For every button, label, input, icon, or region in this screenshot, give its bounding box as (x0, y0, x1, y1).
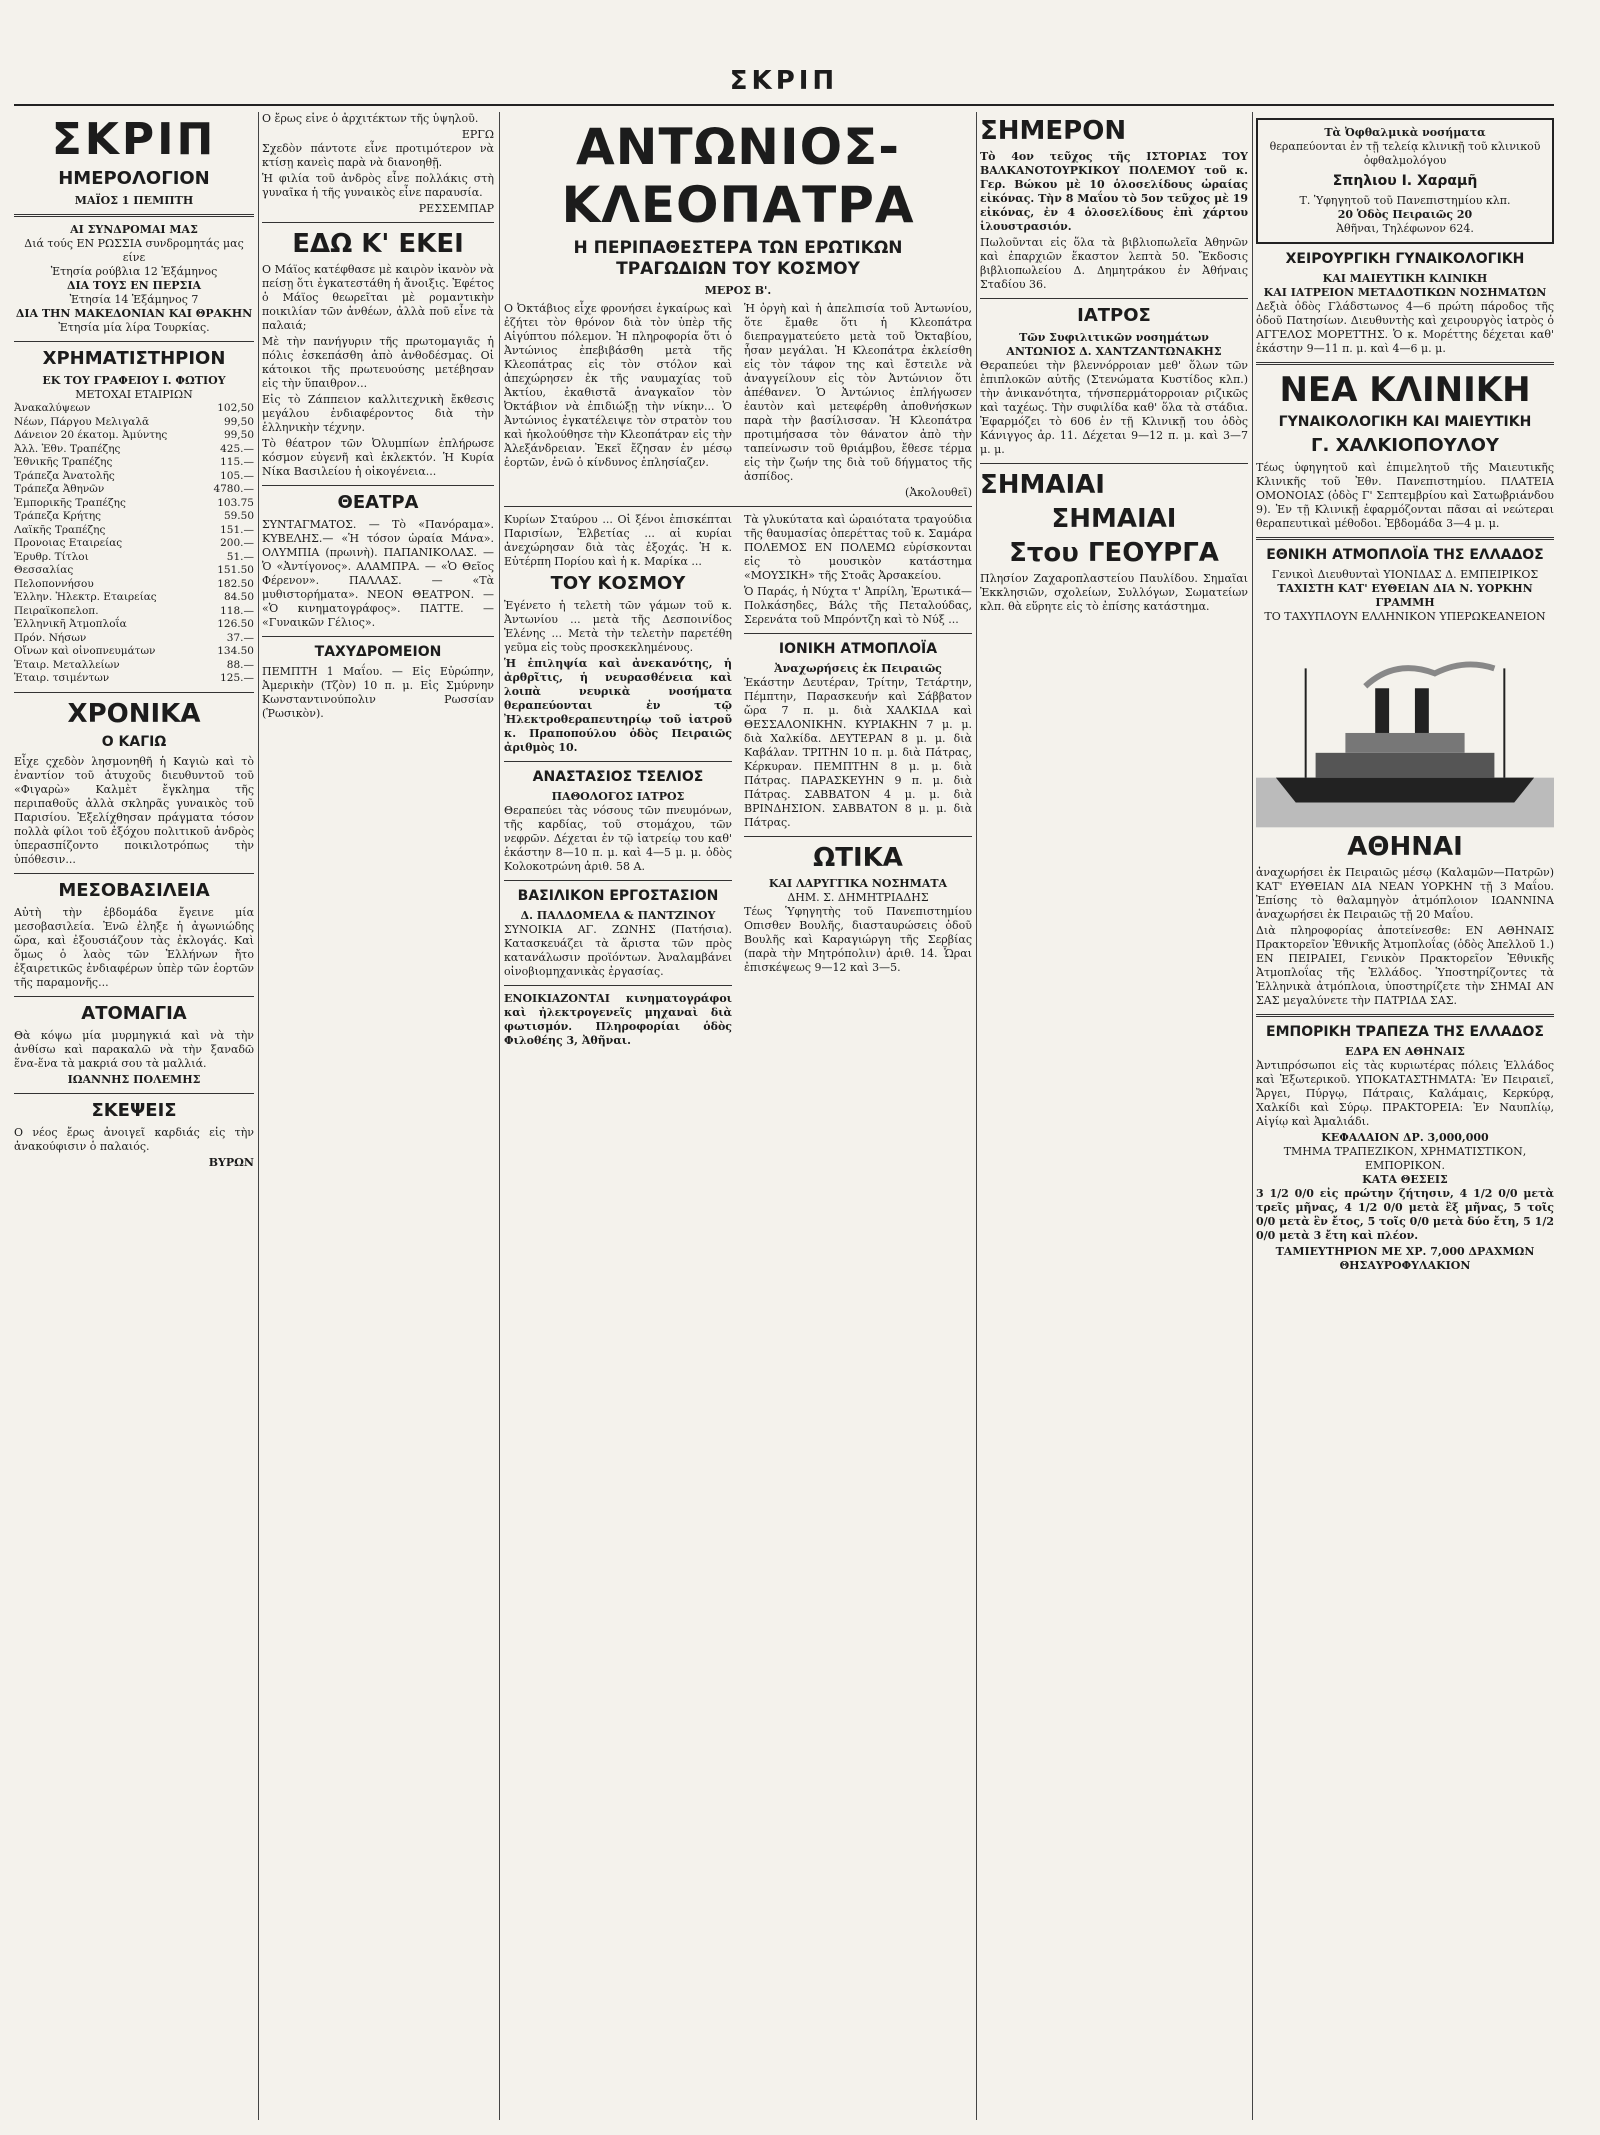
exchange-row (14, 402, 254, 416)
bank-savings: ΤΑΜΙΕΥΤΗΡΙΟΝ ΜΕ ΧΡ. 7,000 ΔΡΑΧΜΩΝ (1275, 1245, 1535, 1258)
column-divider (499, 112, 500, 2120)
music-ad: Ὁ Παράς, ἡ Νύχτα τ' Ἀπρίλη, Ἐρωτικά—Πολκάσηδες, Βάλς τῆς Πεταλούδας, Σερενάτα τοῦ Μπρόντζη καὶ τὸ Νύξ ... (744, 585, 972, 626)
exchange-row (14, 672, 254, 686)
exchange-row (14, 483, 254, 497)
post-office-heading: ΤΑΧΥΔΡΟΜΕΙΟΝ (314, 644, 442, 660)
quote-author: ΕΡΓΩ (461, 128, 494, 141)
divider (14, 873, 254, 874)
subscriptions-line: ΔΙΑ ΤΟΥΣ ΕΝ ΠΕΡΣΙΑ (66, 279, 202, 292)
chronicles-heading: ΧΡΟΝΙΚΑ (67, 698, 201, 729)
chronicles-text: Εἶχε ςχεδὸν λησμονηθῆ ἡ Καγιὼ καὶ τὸ ἐναντίον τοῦ ἀτυχοῦς διευθυντοῦ τοῦ «Φιγαρὼ» Καλμὲτ ἔγκλημα τῆς περιπαθοῦς ἀλλὰ σκληρᾶς γυναικὸς τοῦ Παρισίου. Ἐξελίχθησαν πράγματα τόσον πολλὰ φίλοι τοῦ ἐξόχου πολιτικοῦ ἀνδρὸς ὑπερασπίζοντο ποικιλοτρόπως τὴν ὑπόθεσιν... (14, 754, 254, 866)
exchange-row (14, 456, 254, 470)
exchange-row (14, 510, 254, 524)
exchange-row (14, 578, 254, 592)
quote-text: Ἡ φιλία τοῦ ἀνδρὸς εἶνε πολλάκις στὴ γυναῖκα ἡ τῆς γυναικὸς εἶνε παραυσία. (262, 172, 494, 199)
exchange-price: 425.— (220, 442, 254, 455)
exchange-row (14, 632, 254, 646)
quote-text: Σχεδὸν πάντοτε εἶνε προτιμότερον νὰ κτίσῃ κανεὶς παρὰ νὰ διανοηθῇ. (262, 142, 494, 169)
exchange-row (14, 416, 254, 430)
exchange-company: Ἀλλ. Ἐθν. Τραπέζης (14, 442, 121, 455)
social-text: Κυρίων Σταύρου ... Οἱ ξένοι ἐπισκέπται Παρισίων, Ἑλβετίας ... αἱ κυρίαι ἀνεχώρησαν διὰ τὰς ἐξοχάς. Ἡ κ. Εὐτέρπη Πορίου καὶ ἡ κ. Μαρίκα ... (504, 513, 732, 568)
steamship-illustration (1256, 628, 1554, 828)
theatres-heading: ΘΕΑΤΡΑ (337, 492, 419, 513)
exchange-company: Πελοποννήσου (14, 577, 94, 590)
exchange-company: Θεσσαλίας (14, 564, 74, 576)
exchange-subheading: ΕΚ ΤΟΥ ΓΡΑΦΕΙΟΥ Ι. ΦΩΤΙΟΥ (42, 374, 226, 387)
exchange-price: 126.50 (217, 618, 254, 630)
exchange-table (14, 402, 254, 686)
exchange-row (14, 443, 254, 457)
exchange-company: Προνοιας Εταιρείας (14, 537, 123, 549)
article-text: Τὸ θέατρον τῶν Ὀλυμπίων ἐπλήρωσε κόσμον εὐγενῆ καὶ ἐκλεκτόν. Ἡ Κυρία Νίκα Βασιλείου ἡ οἰκογένεια... (262, 437, 494, 478)
article-text: Μὲ τὴν πανήγυριν τῆς πρωτομαγιᾶς ἡ πόλις ἐσκεπάσθη ἀπὸ ἀνθοδέσμας. Οἱ κάτοικοι τῆς πρωτευούσης μετέβησαν εἰς τὴν ὕπαιθρον... (262, 335, 494, 390)
exchange-company: Ἐθνικῆς Τραπέζης (14, 456, 113, 468)
interregnum-heading: ΜΕΣΟΒΑΣΙΛΕΙΑ (58, 879, 210, 901)
ionian-heading: ΙΟΝΙΚΗ ΑΤΜΟΠΛΟΪΑ (778, 641, 938, 657)
divider (14, 341, 254, 342)
exchange-company: Λαϊκῆς Τραπέζης (14, 523, 106, 536)
exchange-company: Οἴνων καὶ οἰνοπνευμάτων (14, 645, 156, 657)
surgery-subheading: ΚΑΙ ΜΑΙΕΥΤΙΚΗ ΚΛΙΝΙΚΗ (1322, 272, 1488, 285)
exchange-price: 151.50 (217, 564, 254, 576)
new-clinic-name: Γ. ΧΑΛΚΙΟΠΟΥΛΟΥ (1311, 435, 1499, 456)
masthead: ΣΚΡΙΠ (729, 66, 839, 96)
ophthalmology-phone: Ἀθῆναι, Τηλέφωνον 624. (1336, 222, 1474, 235)
divider (980, 463, 1248, 464)
exchange-company: Νέων, Πάργου Μελιγαλᾶ (14, 415, 150, 428)
exchange-row (14, 524, 254, 538)
exchange-price: 200.— (220, 537, 254, 549)
divider (504, 880, 732, 881)
doctor-name: ΑΝΑΣΤΑΣΙΟΣ ΤΣΕΛΙΟΣ (532, 769, 704, 785)
exchange-row (14, 605, 254, 619)
surgery-subheading: ΚΑΙ ΙΑΤΡΕΙΟΝ ΜΕΤΑΔΟΤΙΚΩΝ ΝΟΣΗΜΑΤΩΝ (1263, 286, 1547, 299)
divider (262, 636, 494, 637)
article-text: Ο Μάϊος κατέφθασε μὲ καιρὸν ἱκανὸν νὰ πείσῃ ὅτι ἐγκατεστάθη ἡ ἄνοιξις. Ἐφέτος ὁ Μάϊος θεωρεῖται μὲ ρομαντικὴν ποικιλίαν τῶν ἀνθέων, ἀλλὰ ποῦ εἶνε τὰ παλαιά; (262, 263, 494, 332)
date-line: ΜΑΪΟΣ 1 ΠΕΜΠΤΗ (74, 194, 194, 207)
surgery-text: Δεξιὰ ὁδὸς Γλάδστωνος 4—6 πρώτη πάροδος τῆς ὁδοῦ Πατησίων. Διευθυντὴς καὶ χειρουργὸς ἰατρὸς ὁ ΑΓΓΕΛΟΣ ΜΟΡΕΤΤΗΣ. Ὁ κ. Μορέττης δέχεται καθ' ἑκάστην 9—11 π. μ. καὶ 4—6 μ. μ. (1256, 300, 1554, 355)
today-heading: ΣΗΜΕΡΟΝ (980, 116, 1127, 146)
surgery-heading: ΧΕΙΡΟΥΡΓΙΚΗ ΓΥΝΑΙΚΟΛΟΓΙΚΗ (1285, 251, 1525, 267)
flags-heading: ΣΗΜΑΙΑΙ (980, 470, 1105, 500)
feature-body (504, 302, 972, 500)
newspaper-page (14, 60, 1554, 2120)
today-text: Τὸ 4ον τεῦχος τῆς ΙΣΤΟΡΙΑΣ ΤΟΥ ΒΑΛΚΑΝΟΤΟΥΡΚΙΚΟΥ ΠΟΛΕΜΟΥ τοῦ κ. Γερ. Βώκου μὲ 10 ὁλοσελίδους ὡραίας εἰκόνας. Τὴν 8 Μαΐου τὸ 5ον τεῦχος μὲ 19 εἰκόνας, ἐν 4 ὁλοσελίδους ἐπὶ χάρτου ἱλουστρασιόν. (980, 150, 1248, 233)
exchange-row (14, 429, 254, 443)
exchange-price: 59.50 (223, 510, 254, 522)
exchange-row (14, 591, 254, 605)
divider (1256, 362, 1554, 365)
bank-vault: ΘΗΣΑΥΡΟΦΥΛΑΚΙΟΝ (1339, 1259, 1471, 1272)
exchange-row (14, 551, 254, 565)
shipping-subheading: Γενικοὶ Διευθυνταὶ ΥΙΟΝΙΔΑΣ Δ. ΕΜΠΕΙΡΙΚΟΣ (1271, 568, 1539, 581)
exchange-price: 115.— (220, 456, 254, 468)
subscriptions-line: Ἐτησία 14 Ἑξάμηνος 7 (69, 293, 199, 306)
world-text: Ἐγένετο ἡ τελετὴ τῶν γάμων τοῦ κ. Ἀντωνίου ... μετὰ τῆς Δεσποινίδος Ἑλένης ... Μετὰ τὴν τελετὴν παρετέθη γεῦμα εἰς τοὺς προσκεκλημένους. (504, 599, 732, 654)
exchange-company: Ἐμπορικῆς Τραπέζης (14, 496, 126, 509)
doctor-text: Θεραπεύει τὴν βλεννόρροιαν μεθ' ὅλων τῶν ἐπιπλοκῶν αὐτῆς (Στενώματα Κυστίδος κλπ.) τὴν ἀνικανότητα, τήνσπερμάτορροιαν ριζικῶς καὶ ταχέως. Τὴν συφιλίδα καθ' ὅλα τὰ στάδια. Ἐφαρμόζει τὸ 606 ἐν τῇ Κλινικῇ του ὁδὸς Κάνιγγος ἀρ. 11. Δέχεται 9—12 π. μ. καὶ 3—7 μ. μ. (980, 359, 1248, 456)
exchange-price: 51.— (226, 550, 254, 563)
interregnum-text: Αὐτὴ τὴν ἑβδομάδα ἔγεινε μία μεσοβασιλεία. Ἐνῶ ἐληξε ἡ ἀγωνιώδης ὥρα, καὶ ἐξουσιάζουν τὰς ἐκλογάς. Καὶ ὅμως ὁ λαὸς τῶν Ἑλλήνων ἤτο ἐξαιρετικῶς ἐνδιαφέρων ὑπὲρ τῶν ἑορτῶν τῆς παραμονῆς... (14, 905, 254, 989)
column-divider (976, 112, 977, 2120)
ophthalmology-line: Τ. Ὑφηγητοῦ τοῦ Πανεπιστημίου κλπ. (1299, 194, 1511, 207)
exchange-row (14, 645, 254, 659)
shipping-text: Διὰ πληροφορίας ἀποτείνεσθε: ΕΝ ΑΘΗΝΑΙΣ Πρακτορεῖον Ἐθνικῆς Ἀτμοπλοΐας (ὁδὸς Ἀπελλοῦ 1.) ΕΝ ΠΕΙΡΑΙΕΙ, Γενικὸν Πρακτορεῖον Ἐθνικῆς Ἀτμοπλοΐας τῆς Ἑλλάδος. Ὑποστηρίζοντες τὰ Ἑλληνικὰ ἀτμόπλοια, ὑποστηρίζετε τὴν ΣΗΜΑΙ ΑΝ ΣΑΣ μεγαλύνετε τὴν ΠΑΤΡΙΔΑ ΣΑΣ. (1256, 924, 1554, 1007)
feature-continued: (Ἀκολουθεῖ) (905, 486, 972, 499)
feature-title: ΑΝΤΩΝΙΟΣ-ΚΛΕΟΠΑΤΡΑ (561, 118, 915, 234)
factory-heading: ΒΑΣΙΛΙΚΟΝ ΕΡΓΟΣΤΑΣΙΟΝ (517, 888, 719, 904)
divider (14, 996, 254, 997)
flags-text: Πλησίον Ζαχαροπλαστείου Παυλίδου. Σημαῖαι Ἐκκλησιῶν, σχολείων, Συλλόγων, Σωματείων κλπ. θὰ εὕρητε εἰς τὸ ἐπίσης κατάστημα. (980, 572, 1248, 613)
thoughts-heading: ΣΚΕΨΕΙΣ (91, 1099, 177, 1121)
exchange-company: Πειραϊκοπελοπ. (14, 604, 99, 617)
exchange-company: Ἑλληνικῆ Ἀτμοπλοΐα (14, 618, 127, 630)
exchange-price: 103.75 (217, 496, 254, 509)
paper-title: ΣΚΡΙΠ (51, 114, 217, 165)
exchange-price: 84.50 (223, 591, 254, 603)
article-text: Εἰς τὸ Ζάππειον καλλιτεχνικὴ ἔκθεσις μεγάλου ἐνδιαφέροντος διὰ τὴν ἑλληνικὴν τέχνην. (262, 393, 494, 434)
divider (1256, 1014, 1554, 1017)
subscriptions-line: ΔΙΑ ΤΗΝ ΜΑΚΕΔΟΝΙΑΝ ΚΑΙ ΘΡΑΚΗΝ (15, 307, 253, 320)
exchange-company: Ἐρυθρ. Τίτλοι (14, 550, 89, 563)
column-2 (262, 112, 494, 2120)
feature-subtitle: Η ΠΕΡΙΠΑΘΕΣΤΕΡΑ ΤΩΝ ΕΡΩΤΙΚΩΝ (573, 238, 903, 258)
shipping-subheading: ΤΟ ΤΑΧΥΠΛΟΥΝ ΕΛΛΗΝΙΚΟΝ ΥΠΕΡΩΚΕΑΝΕΙΟΝ (1264, 610, 1546, 623)
music-ad: Τὰ γλυκύτατα καὶ ὡραιότατα τραγούδια τῆς θαυμασίας ὀπερέττας τοῦ κ. Σαμάρα ΠΟΛΕΜΟΣ ΕΝ ΠΟΛΕΜΩ εὑρίσκονται εἰς τὸ μουσικὸν κατάστημα «ΜΟΥΣΙΚΗ» τῆς Στοᾶς Ἀρσακείου. (744, 513, 972, 582)
exchange-price: 37.— (226, 631, 254, 644)
exchange-company: Ἀνακαλύψεων (14, 402, 91, 414)
column-3 (504, 112, 972, 2120)
exchange-price: 99,50 (223, 415, 254, 428)
top-rule (14, 104, 1554, 106)
exchange-row (14, 497, 254, 511)
exchange-price: 105.— (220, 469, 254, 482)
bank-heading: ΕΜΠΟΡΙΚΗ ΤΡΑΠΕΖΑ ΤΗΣ ΕΛΛΑΔΟΣ (1266, 1024, 1544, 1040)
exchange-price: 99,50 (223, 429, 254, 441)
column-5 (1256, 112, 1554, 2120)
quote-author: ΡΕΣΣΕΜΠΑΡ (418, 202, 494, 215)
shipping-heading: ΕΘΝΙΚΗ ΑΤΜΟΠΛΟΪΑ ΤΗΣ ΕΛΛΑΔΟΣ (1266, 547, 1544, 563)
bank-capital: ΚΕΦΑΛΑΙΟΝ ΔΡ. 3,000,000 (1321, 1131, 1489, 1144)
post-office-text: ΠΕΜΠΤΗ 1 Μαΐου. — Εἰς Εὐρώπην, Ἀμερικὴν (Τζὸν) 10 π. μ. Εἰς Σμύρνην Κωνσταντινούπολιν Ρωσσίαν (Ῥωσικὸν). (262, 665, 494, 720)
exchange-row (14, 618, 254, 632)
exchange-company: Ἑλλην. Ἠλεκτρ. Εταιρείας (14, 591, 157, 603)
bank-text: Ἀντιπρόσωποι εἰς τὰς κυριωτέρας πόλεις Ἑλλάδος καὶ Ἐξωτερικοῦ. ΥΠΟΚΑΤΑΣΤΗΜΑΤΑ: Ἐν Πειραιεῖ, Ἄργει, Πύργῳ, Πάτραις, Καλάμαις, Κερκύρᾳ, Χαλκίδι καὶ Σύρῳ. ΠΡΑΚΤΟΡΕΙΑ: Ἐν Ναυπλίῳ, Αἰγίῳ καὶ Ἀμαλιάδι. (1256, 1059, 1554, 1128)
divider (262, 485, 494, 486)
divider (504, 506, 972, 507)
ophthalmology-address: 20 Ὁδὸς Πειραιῶς 20 (1337, 208, 1473, 221)
feature-subtitle: ΤΡΑΓΩΔΙΩΝ ΤΟΥ ΚΟΣΜΟΥ (616, 259, 860, 279)
exchange-company: Τράπεζα Ἀνατολῆς (14, 469, 115, 482)
bank-subheading: ΕΔΡΑ ΕΝ ΑΘΗΝΑΙΣ (1345, 1045, 1465, 1058)
exchange-company: Τράπεζα Κρήτης (14, 510, 102, 522)
ophthalmology-ad (1256, 118, 1554, 244)
bank-deposits: 3 1/2 0/0 εἰς πρώτην ζήτησιν, 4 1/2 0/0 μετὰ τρεῖς μῆνας, 4 1/2 0/0 μετὰ ἓξ μῆνας, 5 τοῖς 0/0 μετὰ ἓν ἔτος, 5 τοῖς 0/0 μετὰ δύο ἔτη, 5 1/2 0/0 μετὰ 3 ἔτη καὶ πλέον. (1256, 1187, 1554, 1242)
divider (14, 214, 254, 217)
divider (744, 836, 972, 837)
divider (14, 692, 254, 693)
exchange-price: 88.— (226, 658, 254, 671)
divider (14, 1093, 254, 1094)
ship-name: ΑΘΗΝΑΙ (1347, 832, 1463, 862)
ionian-subheading: Ἀναχωρήσεις ἐκ Πειραιῶς (774, 662, 942, 675)
factory-owners: Δ. ΠΑΛΔΟΜΕΛΑ & ΠΑΝΤΖΙΝΟΥ (520, 909, 716, 922)
exchange-company: Τράπεζα Ἀθηνῶν (14, 483, 105, 495)
subscriptions-line: Ἐτησία ρούβλια 12 Ἑξάμηνος (50, 265, 218, 278)
today-text: Πωλοῦνται εἰς ὅλα τὰ βιβλιοπωλεῖα Ἀθηνῶν καὶ ἐπαρχιῶν ἕκαστον λεπτὰ 50. Ἔκδοσις βιβλιοπωλείου Δ. Δημητράκου ἐν Ἀθήναις Σταδίου 36. (980, 236, 1248, 291)
exchange-row (14, 537, 254, 551)
shipping-subheading: ΤΑΧΙΣΤΗ ΚΑΤ' ΕΥΘΕΙΑΝ ΔΙΑ Ν. ΥΟΡΚΗΝ ΓΡΑΜΜΗ (1277, 582, 1533, 609)
ophthalmology-line: Τὰ Ὀφθαλμικὰ νοσήματα (1324, 126, 1486, 139)
feature-text: Ο Ὀκτάβιος εἶχε φρονήσει ἐγκαίρως καὶ ἐζήτει τὸν θρόνον διὰ τὸν ὑπὲρ τῆς Αἰγύπτου πόλεμον. Ἡ πληροφορία ὅτι ὁ Ἀντώνιος ἐπεβιβάσθη μετὰ τῆς Κλεοπάτρας εἰς τὸν στόλον καὶ ἀπεχώρησεν ἐκ τῆς ναυμαχίας τοῦ Ἀκτίου, ἐκαθιστᾶ ἀναγκαῖον τὸν Ὀκτάβιον νὰ ἐπιδιώξῃ τὴν νίκην... Ὁ Ἀντώνιος ἐγκατέλειψε τὸν στρατὸν του καὶ ἠκολούθησε τὴν Κλεοπάτραν εἰς τὴν Ἀλεξάνδρειαν. Ἐκεῖ ἔζησαν ἐν μέσῳ ἑορτῶν, ἐνῶ ὁ κίνδυνος ἐπλησίαζεν. (504, 302, 732, 469)
poem-text: Θὰ κόψω μία μυρμηγκιά καὶ νὰ τὴν ἀνθίσω καὶ παρακαλῶ νὰ τὴν ξαναδῶ ἕνα-ἕνα τὰ μακριά σου τὰ μαλλιά. (14, 1028, 254, 1070)
divider (744, 633, 972, 634)
exchange-price: 102,50 (217, 402, 254, 414)
exchange-company: Ἑταιρ. τσιμέντων (14, 672, 110, 684)
subscriptions-heading: ΑΙ ΣΥΝΔΡΟΜΑΙ ΜΑΣ (70, 223, 198, 236)
here-and-there-heading: ΕΔΩ Κ' ΕΚΕΙ (292, 229, 464, 259)
exchange-price: 182.50 (217, 577, 254, 590)
thoughts-author: ΒΥΡΩΝ (208, 1155, 254, 1169)
new-clinic-heading: ΝΕΑ ΚΛΙΝΙΚΗ (1279, 370, 1531, 410)
poem-author: ΙΩΑΝΝΗΣ ΠΟΛΕΜΗΣ (67, 1072, 201, 1086)
new-clinic-subheading: ΓΥΝΑΙΚΟΛΟΓΙΚΗ ΚΑΙ ΜΑΙΕΥΤΙΚΗ (1278, 414, 1532, 430)
column-divider (258, 112, 259, 2120)
ionian-text: Ἑκάστην Δευτέραν, Τρίτην, Τετάρτην, Πέμπτην, Παρασκευήν καὶ Σάββατον ὥρα 7 π. μ. διὰ ΧΑΛΚΙΔΑ καὶ ΘΕΣΣΑΛΟΝΙΚΗΝ. ΚΥΡΙΑΚΗΝ 7 μ. μ. διὰ Χαλκίδα. ΔΕΥΤΕΡΑΝ 8 μ. μ. διὰ Καβάλαν. ΤΡΙΤΗΝ 10 π. μ. διὰ Πάτρας, Κέρκυραν. ΠΕΜΠΤΗΝ 8 μ. μ. διὰ Πάτρας. ΠΑΡΑΣΚΕΥΗΝ 9 π. μ. διὰ Πάτρας. ΣΑΒΒΑΤΟΝ 4 μ. μ. διὰ ΒΡΙΝΔΗΣΙΟΝ. ΣΑΒΒΑΤΟΝ 8 μ. μ. διὰ Πάτρας. (744, 676, 972, 829)
exchange-row (14, 564, 254, 578)
paper-subtitle: ΗΜΕΡΟΛΟΓΙΟΝ (58, 168, 210, 189)
ent-subheading: ΚΑΙ ΛΑΡΥΓΓΙΚΑ ΝΟΣΗΜΑΤΑ (768, 877, 948, 890)
lower-section (504, 513, 972, 1050)
divider (1256, 537, 1554, 540)
doctor-text: Θεραπεύει τὰς νόσους τῶν πνευμόνων, τῆς καρδίας, τοῦ στομάχου, τῶν νεφρῶν. Δέχεται ἐν τῷ ἰατρείῳ του καθ' ἑκάστην 8—10 π. μ. καὶ 4—5 μ. μ. ὁδὸς Κολοκοτρώνη ἀριθ. 58 Α. (504, 804, 732, 873)
divider (980, 298, 1248, 299)
exchange-price: 134.50 (217, 645, 254, 657)
exchange-price: 125.— (220, 672, 254, 684)
column-divider (1252, 112, 1253, 2120)
exchange-price: 151.— (220, 523, 254, 536)
exchange-company: Ἑταιρ. Μεταλλείων (14, 658, 120, 671)
rent-ad: ΕΝΟΙΚΙΑΖΟΝΤΑΙ κινηματογράφοι καὶ ἠλεκτρογενεῖς μηχαναὶ διὰ φωτισμόν. Πληροφορίαι ὁδὸς Φιλοθέης 3, Ἀθῆναι. (504, 992, 732, 1047)
divider (262, 222, 494, 223)
ent-heading: ΩΤΙΚΑ (813, 843, 903, 873)
shipping-text: ἀναχωρήσει ἐκ Πειραιῶς μέσῳ (Καλαμῶν—Πατρῶν) ΚΑΤ' ΕΥΘΕΙΑΝ ΔΙΑ ΝΕΑΝ ΥΟΡΚΗΝ τῇ 3 Μαΐου. Ἐπίσης τὸ θαλαμηγὸν ἀτμόπλοιον ΙΩΑΝΝΙΝΑ ἀναχωρήσει ἐκ Πειραιῶς τῇ 20 Μαΐου. (1256, 866, 1554, 921)
factory-text: ΣΥΝΟΙΚΙΑ ΑΓ. ΖΩΝΗΣ (Πατήσια). Κατασκευάζει τὰ ἄριστα τῶν πρὸς κατανάλωσιν προϊόντων. Ἀναλαμβάνει οἰνοβιομηχανικὰς ἐργασίας. (504, 923, 732, 978)
exchange-row (14, 470, 254, 484)
thoughts-text: Ο νέος ἔρως ἀνοιγεῖ καρδιάς εἰς τὴν ἀνακούφισιν ὁ παλαιός. (14, 1125, 254, 1153)
exchange-price: 118.— (220, 604, 254, 617)
electrotherapy-ad: Ἡ ἐπιληψία καὶ ἀνεκανότης, ἡ ἀρθρῖτις, ἡ νευρασθένεια καὶ λοιπὰ νευρικὰ νοσήματα θεραπεύονται ἐν τῷ Ἠλεκτροθεραπευτηρίῳ τοῦ ἰατροῦ κ. Πραποπούλου ὁδὸς Πειραιῶς ἀριθμὸς 10. (504, 657, 732, 754)
exchange-subheading: ΜΕΤΟΧΑΙ ΕΤΑΙΡΙΩΝ (75, 388, 193, 401)
feature-text: Ἡ ὀργὴ καὶ ἡ ἀπελπισία τοῦ Ἀντωνίου, ὅτε ἔμαθε ὅτι ἡ Κλεοπάτρα διεπραγματεύετο μετὰ τοῦ Ὀκταβίου, ἦσαν μεγάλαι. Ἡ Κλεοπάτρα ἐκλείσθη εἰς τὸν τάφον της καὶ ἔστειλε νὰ ἀναγγείλουν εἰς τὸν Ἀντώνιον ὅτι ἀπέθανεν. Ὁ Ἀντώνιος ἐπλήγωσεν ἑαυτὸν καὶ μετεφέρθη ἀποθνήσκων παρὰ τὴν βασίλισσαν. Ἡ Κλεοπάτρα προτιμήσασα τὸν θάνατον ἀπὸ τὴν ταπείνωσιν τοῦ θριάμβου, ἔθεσε τέρμα εἰς τὴν ζωήν της διὰ τοῦ δήγματος τῆς ἀσπίδος. (744, 302, 972, 483)
bank-deposits-heading: ΚΑΤΑ ΘΕΣΕΙΣ (1362, 1173, 1448, 1186)
doctor-title: ΠΑΘΟΛΟΓΟΣ ΙΑΤΡΟΣ (551, 790, 685, 803)
ent-text: Τέως Ὑφηγητὴς τοῦ Πανεπιστημίου Οπισθεν Βουλῆς, διασταυρώσεις ὁδοῦ Βουλῆς καὶ Καραγιώργη τῆς Σερβίας (παρὰ τὴν Μητρόπολιν) ἀριθ. 14. Ὧραι ἐπισκέψεως 9—12 καὶ 3—5. (744, 905, 972, 974)
new-clinic-text: Τέως ὑφηγητοῦ καὶ ἐπιμελητοῦ τῆς Μαιευτικῆς Κλινικῆς τοῦ Ἐθν. Πανεπιστημίου. ΠΛΑΤΕΙΑ ΟΜΟΝΟΙΑΣ (ὁδὸς Γ' Σεπτεμβρίου καὶ Σατωβριάνδου 9). Ἐν τῇ Κλινικῇ ἐφαρμόζονται πᾶσαι αἱ νεώτεραι θεραπευτικαὶ μέθοδοι. Ἐβδομάδα 3—4 μ. μ. (1256, 461, 1554, 530)
poem-heading: ΑΤΟΜΑΓΙΑ (81, 1002, 187, 1024)
exchange-price: 4780.— (213, 483, 254, 495)
exchange-company: Πρόν. Νήσων (14, 631, 87, 644)
doctor-name: ΑΝΤΩΝΙΟΣ Δ. ΧΑΝΤΖΑΝΤΩΝΑΚΗΣ (1006, 345, 1222, 358)
quote-text: Ο ἔρως εἶνε ὁ ἀρχιτέκτων τῆς ὑψηλοῦ. (262, 112, 479, 125)
doctor-heading: ΙΑΤΡΟΣ (1077, 305, 1151, 326)
subscriptions-line: Ἐτησία μία λίρα Τουρκίας. (58, 321, 210, 334)
divider (504, 985, 732, 986)
flags-heading: ΣΗΜΑΙΑΙ (1051, 504, 1177, 534)
bank-departments: ΤΜΗΜΑ ΤΡΑΠΕΖΙΚΟΝ, ΧΡΗΜΑΤΙΣΤΙΚΟΝ, ΕΜΠΟΡΙΚΟΝ. (1283, 1145, 1527, 1172)
subscriptions-line: Διά τούς ΕΝ ΡΩΣΣΙΑ συνδρομητάς μας είνε (24, 237, 244, 264)
exchange-row (14, 659, 254, 673)
ophthalmology-line: θεραπεύονται ἐν τῇ τελείᾳ κλινικῇ τοῦ κλινικοῦ ὀφθαλμολόγου (1269, 140, 1541, 167)
chronicles-subheading: Ο ΚΑΓΙΩ (101, 733, 167, 750)
flags-heading: Στου ΓΕΟΥΡΓΑ (1009, 538, 1219, 568)
doctor-subheading: Τῶν Συφιλιτικῶν νοσημάτων (1019, 331, 1209, 344)
exchange-heading: ΧΡΗΜΑΤΙΣΤΗΡΙΟΝ (42, 348, 226, 369)
theatres-text: ΣΥΝΤΑΓΜΑΤΟΣ. — Τὸ «Πανόραμα». ΚΥΒΕΛΗΣ.— «Ἡ τόσον ὠραία Μάνα». ΟΛΥΜΠΙΑ (πρωινὴ). ΠΑΠΑΝΙΚΟΛΑΣ. — Ὁ «Ἀντίγονος». ΑΛΑΜΠΡΑ. — «Ὁ Θεῖος Φέρενον». ΠΑΛΛΑΣ. — «Τὰ μυθιστορήματα». ΝΕΟΝ ΘΕΑΤΡΟΝ. — «Ὁ κινηματογράφος». ΠΑΤΤΕ. — «Γυναικῶν Γέλιος». (262, 518, 494, 629)
column-1 (14, 112, 254, 2120)
column-4 (980, 112, 1248, 2120)
divider (504, 761, 732, 762)
ent-doctor: ΔΗΜ. Σ. ΔΗΜΗΤΡΙΑΔΗΣ (787, 891, 929, 904)
feature-part: ΜΕΡΟΣ Β'. (704, 284, 772, 297)
world-heading: ΤΟΥ ΚΟΣΜΟΥ (550, 573, 686, 594)
exchange-company: Δάνειον 20 έκατομ. Ἀμύντης (14, 429, 168, 441)
ophthalmology-name: Σπηλιου Ι. Χαραμῆ (1332, 173, 1478, 189)
